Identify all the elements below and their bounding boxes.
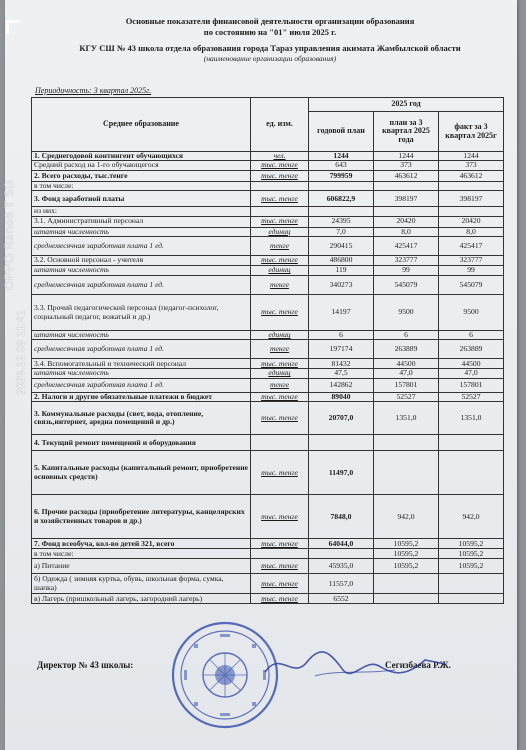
row-quarter-plan: 263889 [374,340,439,359]
table-row [32,181,504,190]
table-row [32,266,504,276]
row-annual-plan: 11497,0 [309,451,374,495]
header-quarter-fact: факт за 3 квартал 2025г [439,112,504,152]
row-quarter-plan [374,181,439,190]
row-annual-plan: 643 [309,161,374,170]
table-row [32,392,504,401]
row-quarter-plan: 6 [374,331,439,340]
row-unit [251,207,309,216]
row-indicator: в том числе: [32,549,251,559]
row-indicator: штатная численность [32,369,251,378]
row-annual-plan: 7,0 [309,227,374,236]
row-unit: тенге [251,340,309,359]
row-annual-plan: 1244 [309,152,374,161]
table-row [32,207,504,216]
row-quarter-plan [374,451,439,495]
row-quarter-plan [374,574,439,594]
row-unit: тыс. тенге [251,216,309,227]
row-quarter-plan: 20420 [374,216,439,227]
table-row [32,559,504,574]
row-annual-plan: 799959 [309,170,374,181]
table-row [32,574,504,594]
row-indicator: 6. Прочие расходы (приобретение литературы, канцелярских и хозяйственных товаров и др.) [32,495,251,539]
table-row [32,191,504,207]
row-quarter-plan: 99 [374,266,439,276]
row-annual-plan: 119 [309,266,374,276]
row-unit [251,549,309,559]
row-indicator: 3. Фонд заработной платы [32,191,251,207]
header-year: 2025 год [309,98,504,112]
row-unit: тыс. тенге [251,295,309,331]
table-body [32,152,504,604]
row-indicator: 2. Всего расходы, тыс.тенге [32,170,251,181]
row-quarter-fact: 942,0 [439,495,504,539]
document-title: Основные показатели финансовой деятельности организации образования [125,16,415,26]
row-indicator: 5. Капитальные расходы (капитальный ремонт, приобретение основных средств) [32,451,251,495]
row-unit: единиц [251,227,309,236]
row-quarter-fact: 52527 [439,392,504,401]
row-unit: тенге [251,276,309,295]
organization-caption: (наименование организации образования) [203,54,337,63]
row-annual-plan: 14197 [309,295,374,331]
row-quarter-plan [374,435,439,451]
report-period: Периодичность: 3 квартал 2025г. [35,86,152,95]
document-page [5,0,517,750]
row-quarter-fact: 10595,2 [439,549,504,559]
row-quarter-plan [374,207,439,216]
header-indicator: Среднее образование [32,98,251,152]
row-annual-plan [309,549,374,559]
row-annual-plan [309,181,374,190]
row-quarter-fact: 1244 [439,152,504,161]
row-unit: единиц [251,331,309,340]
row-annual-plan: 20707,0 [309,402,374,435]
row-quarter-plan: 8,0 [374,227,439,236]
row-quarter-plan: 425417 [374,237,439,256]
organization-name: КГУ СШ № 43 школа отдела образования города Тараз управления акимата Жамбылской области [79,43,461,53]
row-annual-plan: 89040 [309,392,374,401]
row-indicator: 4. Текущий ремонт помещений и оборудования [32,435,251,451]
row-indicator: 7. Фонд всеобуча, кол-во детей 321, всего [32,539,251,549]
row-annual-plan: 81432 [309,359,374,369]
row-indicator: среднемесячная заработная плата 1 ед. [32,378,251,392]
row-quarter-plan: 545079 [374,276,439,295]
row-annual-plan: 290415 [309,237,374,256]
row-quarter-plan: 10595,2 [374,549,439,559]
row-unit: тыс. тенге [251,539,309,549]
row-unit [251,181,309,190]
row-quarter-fact: 1351,0 [439,402,504,435]
row-annual-plan [309,435,374,451]
row-unit: тенге [251,378,309,392]
row-quarter-fact [439,207,504,216]
row-quarter-plan: 373 [374,161,439,170]
row-unit: тенге [251,237,309,256]
table-row [32,276,504,295]
row-quarter-fact: 263889 [439,340,504,359]
report-date: по состоянию на "01" июля 2025 г. [203,27,337,37]
row-quarter-fact: 8,0 [439,227,504,236]
row-quarter-fact: 323777 [439,256,504,266]
row-indicator: 2. Налоги и другие обязательные платежи в бюджет [32,392,251,401]
row-unit: тыс. тенге [251,495,309,539]
table-row [32,340,504,359]
table-row [32,369,504,378]
row-indicator: штатная численность [32,227,251,236]
row-indicator: а) Питание [32,559,251,574]
row-quarter-plan: 10595,2 [374,539,439,549]
table-row [32,549,504,559]
row-indicator: 3.1. Административный персонал [32,216,251,227]
header-unit: ед. изм. [251,98,309,152]
row-quarter-plan: 10595,2 [374,559,439,574]
row-quarter-fact: 398197 [439,191,504,207]
table-row [32,378,504,392]
row-unit: тыс. тенге [251,170,309,181]
row-quarter-fact: 463612 [439,170,504,181]
row-quarter-fact: 44500 [439,359,504,369]
camera-corner-mark [6,20,20,34]
table-row [32,237,504,256]
row-unit: тыс. тенге [251,256,309,266]
row-quarter-plan: 463612 [374,170,439,181]
row-unit: тыс. тенге [251,402,309,435]
row-indicator: 3.4. Вспомогательный и технический персонал [32,359,251,369]
row-unit: тыс. тенге [251,161,309,170]
row-quarter-fact: 6 [439,331,504,340]
camera-watermark: OPPO Reno8 T 5G [2,179,16,290]
row-indicator: 1. Среднегодовой контингент обучающихся [32,152,251,161]
row-quarter-plan: 398197 [374,191,439,207]
table-row [32,495,504,539]
row-quarter-fact: 10595,2 [439,539,504,549]
director-signature [255,640,455,690]
table-row [32,435,504,451]
row-unit: тыс. тенге [251,451,309,495]
row-indicator: б) Одежда ( зимняя куртка, обувь, школьная форма, сумка, шапка) [32,574,251,594]
table-row [32,402,504,435]
row-quarter-plan: 44500 [374,359,439,369]
row-annual-plan: 606822,9 [309,191,374,207]
table-row [32,256,504,266]
row-quarter-fact [439,451,504,495]
row-quarter-fact: 9500 [439,295,504,331]
header-annual-plan: годовой план [309,112,374,152]
row-quarter-plan: 47,0 [374,369,439,378]
row-unit [251,435,309,451]
row-indicator: 3. Коммунальные расходы (свет, вода, отопление, связь,интернет, аредна помещений и др.) [32,402,251,435]
row-quarter-fact [439,435,504,451]
row-annual-plan: 197174 [309,340,374,359]
row-quarter-plan: 1244 [374,152,439,161]
financial-table [31,97,504,604]
row-quarter-plan: 942,0 [374,495,439,539]
row-annual-plan: 7848,0 [309,495,374,539]
table-row [32,227,504,236]
row-quarter-plan: 52527 [374,392,439,401]
row-annual-plan: 340273 [309,276,374,295]
row-indicator: штатная численность [32,266,251,276]
row-unit: тыс. тенге [251,559,309,574]
row-indicator: 3.2. Основной персонал - учителя [32,256,251,266]
table-row [32,539,504,549]
row-quarter-fact [439,574,504,594]
table-row [32,152,504,161]
row-quarter-fact: 425417 [439,237,504,256]
row-quarter-plan: 1351,0 [374,402,439,435]
row-annual-plan: 486800 [309,256,374,266]
row-unit: тыс. тенге [251,191,309,207]
row-indicator: среднемесячная заработная плата 1 ед. [32,340,251,359]
row-unit: тыс. тенге [251,594,309,604]
row-quarter-fact: 545079 [439,276,504,295]
row-quarter-fact: 99 [439,266,504,276]
row-indicator: штатная численность [32,331,251,340]
table-row [32,170,504,181]
row-quarter-fact: 20420 [439,216,504,227]
table-row [32,594,504,604]
table-row [32,331,504,340]
table-row [32,359,504,369]
row-quarter-fact [439,594,504,604]
table-row [32,451,504,495]
director-label: Директор № 43 школы: [37,660,134,670]
row-annual-plan: 64044,0 [309,539,374,549]
row-annual-plan [309,207,374,216]
row-quarter-fact: 373 [439,161,504,170]
row-unit: тыс. тенге [251,392,309,401]
table-row [32,295,504,331]
row-unit: тыс. тенге [251,574,309,594]
row-annual-plan: 24395 [309,216,374,227]
row-quarter-fact: 10595,2 [439,559,504,574]
camera-timestamp: 2025.12.09 11:41 [15,310,27,395]
row-quarter-plan: 157801 [374,378,439,392]
row-indicator: из них: [32,207,251,216]
row-quarter-fact [439,181,504,190]
row-unit: тыс. тенге [251,359,309,369]
row-unit: единиц [251,369,309,378]
header-quarter-plan: план за 3 квартал 2025 года [374,112,439,152]
row-annual-plan: 11557,0 [309,574,374,594]
row-annual-plan: 6552 [309,594,374,604]
row-indicator: 3.3. Прочий педагогический персонал (педагог-психолог, социальный педагог, вожатый и др.) [32,295,251,331]
row-indicator: Средний расход на 1-го обучающегося [32,161,251,170]
row-indicator: среднемесячная заработная плата 1 ед. [32,276,251,295]
row-quarter-plan [374,594,439,604]
row-indicator: среднемесячная заработная плата 1 ед. [32,237,251,256]
row-quarter-plan: 9500 [374,295,439,331]
row-quarter-plan: 323777 [374,256,439,266]
row-quarter-fact: 47,0 [439,369,504,378]
table-row [32,216,504,227]
row-unit: единиц [251,266,309,276]
row-indicator: в) Лагерь (пришкольный лагерь, загородний лагерь) [32,594,251,604]
row-annual-plan: 47,5 [309,369,374,378]
row-unit: чел. [251,152,309,161]
director-name: Сегизбаева Р.Ж. [385,660,451,670]
row-quarter-fact: 157801 [439,378,504,392]
row-indicator: в том числе: [32,181,251,190]
row-annual-plan: 142862 [309,378,374,392]
table-row [32,161,504,170]
row-annual-plan: 6 [309,331,374,340]
row-annual-plan: 45935,0 [309,559,374,574]
